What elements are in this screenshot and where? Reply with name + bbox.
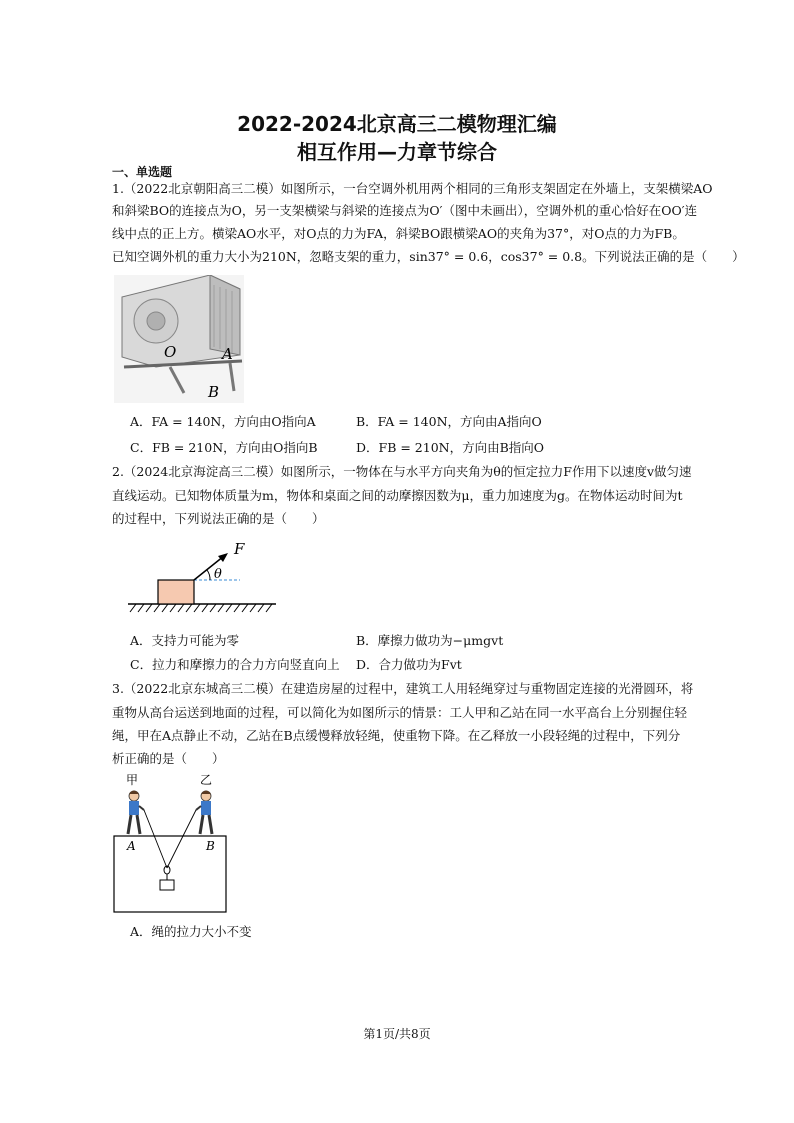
q1-label-a: A bbox=[222, 345, 233, 363]
q2-block-figure bbox=[124, 540, 284, 620]
q3-text-line: 重物从高台运送到地面的过程，可以简化为如图所示的情景：工人甲和乙站在同一水平高台上分别握住轻 bbox=[112, 705, 688, 720]
q3-weight bbox=[160, 880, 174, 890]
worker-b-figure bbox=[196, 791, 212, 835]
q2-text-line: 直线运动。已知物体质量为m，物体和桌面之间的动摩擦因数为μ，重力加速度为g。在物体运动时间为t bbox=[112, 488, 683, 503]
q3-option-a: A．绳的拉力大小不变 bbox=[130, 924, 252, 939]
q1-air-conditioner-figure bbox=[114, 275, 244, 403]
q2-label-angle: θ bbox=[214, 567, 222, 582]
q3-text-line: 3.（2022北京东城高三二模）在建造房屋的过程中，建筑工人用轻绳穿过与重物固定连接的光滑圆环，将 bbox=[112, 681, 694, 696]
q2-option-d: D．合力做功为Fvt bbox=[356, 657, 462, 672]
q1-option-d: D．FB = 210N，方向由B指向O bbox=[356, 440, 545, 455]
q1-text-line: 1.（2022北京朝阳高三二模）如图所示，一台空调外机用两个相同的三角形支架固定在外墙上，支架横梁AO bbox=[112, 181, 713, 196]
q3-text-line: 绳，甲在A点静止不动，乙站在B点缓慢释放轻绳，使重物下降。在乙释放一小段轻绳的过程中，下列分 bbox=[112, 728, 681, 743]
q1-text-line: 已知空调外机的重力大小为210N，忽略支架的重力，sin37° = 0.6，cos37° = 0.8。下列说法正确的是（ ） bbox=[112, 249, 745, 264]
section-heading: 一、单选题 bbox=[112, 165, 173, 179]
q3-label-yi: 乙 bbox=[200, 773, 213, 787]
q3-label-b: B bbox=[206, 839, 215, 853]
worker-a-figure bbox=[128, 791, 144, 835]
q3-label-jia: 甲 bbox=[126, 773, 139, 787]
q3-text-line: 析正确的是（ ） bbox=[112, 751, 225, 766]
q2-option-a: A．支持力可能为零 bbox=[130, 633, 240, 648]
q1-label-b: B bbox=[208, 383, 220, 401]
q2-option-b: B．摩擦力做功为−μmgvt bbox=[356, 633, 504, 648]
document-title: 2022-2024北京高三二模物理汇编 bbox=[237, 112, 557, 136]
q2-label-force: F bbox=[234, 540, 245, 558]
q2-option-c: C．拉力和摩擦力的合力方向竖直向上 bbox=[130, 657, 340, 672]
q1-option-a: A．FA = 140N，方向由O指向A bbox=[130, 414, 316, 429]
q1-option-b: B．FA = 140N，方向由A指向O bbox=[356, 414, 542, 429]
q2-text-line: 的过程中，下列说法正确的是（ ） bbox=[112, 511, 325, 526]
q3-workers-figure bbox=[112, 772, 242, 917]
q1-text-line: 和斜梁BO的连接点为O，另一支架横梁与斜梁的连接点为O′（图中未画出），空调外机的重心恰好在OO′连 bbox=[112, 203, 698, 218]
q1-option-c: C．FB = 210N，方向由O指向B bbox=[130, 440, 318, 455]
q2-block bbox=[158, 580, 194, 604]
q1-label-o: O bbox=[164, 343, 177, 361]
q2-text-line: 2.（2024北京海淀高三二模）如图所示，一物体在与水平方向夹角为θ的恒定拉力F作用下以速度v做匀速 bbox=[112, 464, 692, 479]
q3-label-a: A bbox=[127, 839, 136, 853]
page-footer: 第1页/共8页 bbox=[363, 1027, 431, 1041]
document-subtitle: 相互作用—力章节综合 bbox=[297, 140, 497, 164]
q1-text-line: 线中点的正上方。横梁AO水平，对O点的力为FA，斜梁BO跟横梁AO的夹角为37°，对O点的力为FB。 bbox=[112, 226, 685, 241]
